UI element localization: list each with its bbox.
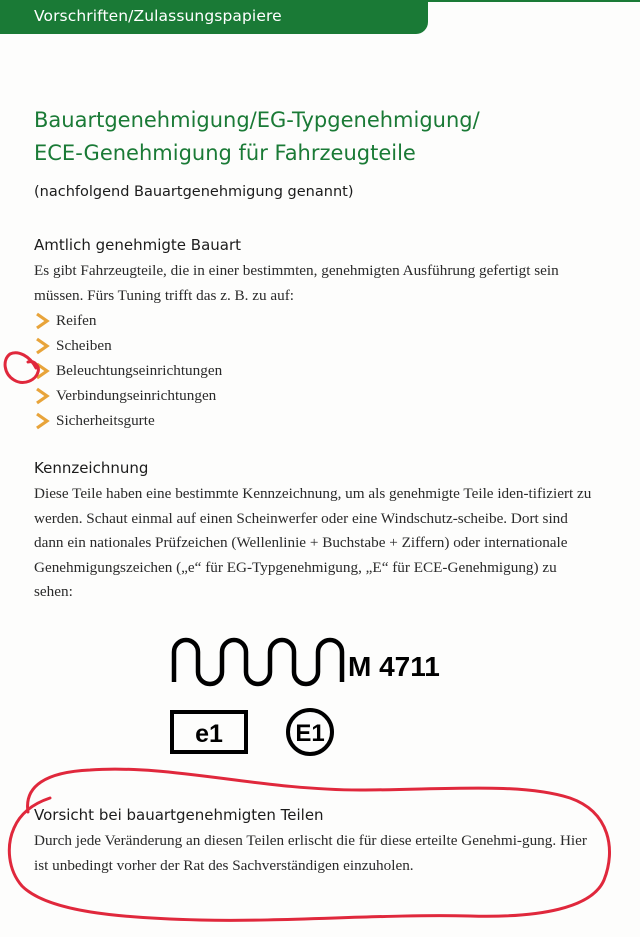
- page-title-line-2: ECE-Genehmigung für Fahrzeugteile: [34, 141, 416, 165]
- wave-line-mark: [174, 640, 342, 684]
- page-title-line-1: Bauartgenehmigung/EG-Typgenehmigung/: [34, 108, 480, 132]
- list-item-label: Sicherheitsgurte: [56, 411, 155, 429]
- list-item: [34, 408, 222, 433]
- chevron-right-icon: [34, 361, 56, 381]
- list-item: [34, 333, 222, 358]
- list-item-label: Reifen: [56, 311, 97, 329]
- list-item-label: Scheiben: [56, 336, 112, 354]
- approved-heading: Amtlich genehmigte Bauart: [34, 236, 242, 254]
- national-mark-code: M 4711: [348, 651, 440, 682]
- section-header: [0, 0, 428, 34]
- chevron-right-icon: [34, 336, 56, 356]
- section-header-label: Vorschriften/Zulassungspapiere: [34, 7, 282, 25]
- ece-mark-code: E1: [295, 720, 325, 747]
- page-subtitle: (nachfolgend Bauartgenehmigung genannt): [34, 184, 354, 200]
- approved-parts-list: [34, 308, 222, 433]
- list-item: [34, 308, 222, 333]
- list-item-label: Beleuchtungseinrichtungen: [56, 361, 223, 379]
- approved-intro: Es gibt Fahrzeugteile, die in einer bestimmten, genehmigten Ausführung gefertigt sein müssen. Fürs Tuning trifft das z. B. zu auf:: [34, 262, 559, 304]
- eg-mark-code: e1: [195, 720, 223, 748]
- page-title: [34, 104, 594, 170]
- chevron-right-icon: [34, 411, 56, 431]
- marking-heading: Kennzeichnung: [34, 459, 149, 477]
- caution-text: Durch jede Veränderung an diesen Teilen erlischt die für diese erteilte Genehmi-gung. Hier ist unbedingt vorher der Rat des Sachverständigen einzuholen.: [34, 832, 587, 874]
- approval-marks-figure: [164, 630, 464, 770]
- list-item: [34, 383, 222, 408]
- caution-heading: Vorsicht bei bauartgenehmigten Teilen: [34, 806, 324, 824]
- marking-text: Diese Teile haben eine bestimmte Kennzeichnung, um als genehmigte Teile iden-tifiziert zu werden. Schaut einmal auf einen Scheinwerfer oder eine Windschutz-scheibe. Dort sind dann ein nationales Prüfzeichen (Wellenlinie + Buchstabe + Ziffern) oder internationale Genehmigungszeichen („e“ für EG-Typgenehmigung, „E“ für ECE-Genehmigung) zu sehen:: [34, 485, 592, 600]
- list-item-label: Verbindungseinrichtungen: [56, 386, 217, 404]
- chevron-right-icon: [34, 311, 56, 331]
- list-item: [34, 358, 222, 383]
- chevron-right-icon: [34, 386, 56, 406]
